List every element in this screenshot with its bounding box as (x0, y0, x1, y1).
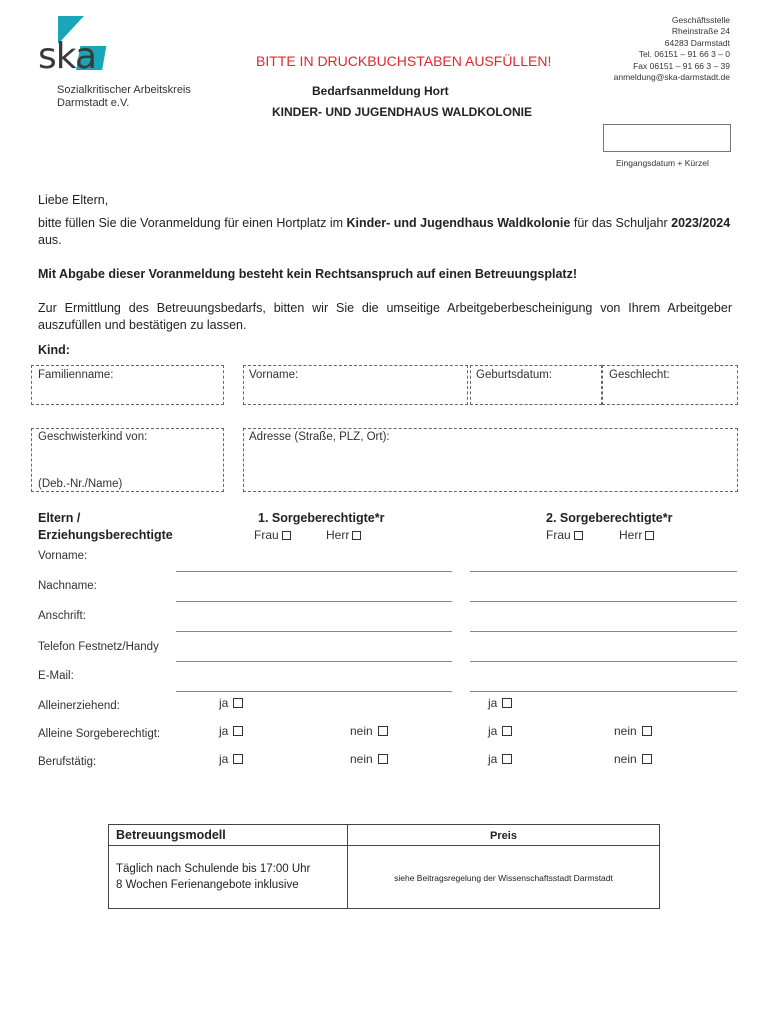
legal-warning: Mit Abgabe dieser Voranmeldung besteht kein Rechtsanspruch auf einen Betreuungsplatz! (38, 267, 577, 281)
guardians-title: Eltern / Erziehungsberechtigte (38, 511, 173, 542)
checkbox-icon[interactable] (233, 754, 243, 764)
g2-nachname-input[interactable] (470, 601, 737, 602)
print-notice: BITTE IN DRUCKBUCHSTABEN AUSFÜLLEN! (256, 53, 552, 69)
vorname-label: Vorname: (249, 369, 299, 381)
guardian-1-title: 1. Sorgeberechtigte*r (258, 511, 385, 525)
price-cell: siehe Beitragsregelung der Wissenschaftsstadt Darmstadt (348, 846, 660, 909)
g1-anschrift-input[interactable] (176, 631, 452, 632)
col-header-model: Betreuungsmodell (109, 825, 348, 846)
ska-logo-text: ska (38, 36, 97, 77)
receipt-label: Eingangsdatum + Kürzel (616, 158, 709, 168)
geschlecht-label: Geschlecht: (609, 369, 670, 381)
child-section-title: Kind: (38, 343, 70, 357)
g1-nachname-input[interactable] (176, 601, 452, 602)
g1-beruf-nein[interactable]: nein (350, 752, 388, 766)
checkbox-icon[interactable] (642, 726, 652, 736)
checkbox-icon[interactable] (378, 726, 388, 736)
pricing-table (108, 824, 660, 909)
receipt-box[interactable] (603, 124, 731, 152)
g2-sorge-nein[interactable]: nein (614, 724, 652, 738)
col-header-price: Preis (348, 825, 660, 846)
alleine-sorge-label: Alleine Sorgeberechtigt: (38, 728, 161, 740)
geschwister-hint: (Deb.-Nr./Name) (38, 478, 123, 490)
g2-beruf-nein[interactable]: nein (614, 752, 652, 766)
model-cell: Täglich nach Schulende bis 17:00 Uhr 8 Wochen Ferienangebote inklusive (109, 846, 348, 909)
g2-herr-option[interactable]: Herr (619, 528, 654, 542)
guardian-row-label: Anschrift: (38, 610, 86, 622)
geschwister-label: Geschwisterkind von: (38, 431, 148, 443)
checkbox-icon[interactable] (502, 754, 512, 764)
g2-vorname-input[interactable] (470, 571, 737, 572)
checkbox-icon[interactable] (502, 698, 512, 708)
geburtsdatum-label: Geburtsdatum: (476, 369, 553, 381)
g1-frau-option[interactable]: Frau (254, 528, 291, 542)
g2-beruf-ja[interactable]: ja (488, 752, 512, 766)
guardian-2-title: 2. Sorgeberechtigte*r (546, 511, 673, 525)
g2-frau-option[interactable]: Frau (546, 528, 583, 542)
office-address: Geschäftsstelle Rheinstraße 24 64283 Darmstadt Tel. 06151 – 91 66 3 – 0 Fax 06151 – 91 66 3 – 39 anmeldung@ska-darmstadt.de (613, 15, 730, 83)
alleinerziehend-label: Alleinerziehend: (38, 700, 120, 712)
g1-vorname-input[interactable] (176, 571, 452, 572)
checkbox-icon[interactable] (645, 531, 654, 540)
employer-note: Zur Ermittlung des Betreuungsbedarfs, bitten wir Sie die umseitige Arbeitgeberbescheinigung von Ihrem Arbeitgeber auszufüllen und bestätigen zu lassen. (38, 301, 732, 332)
form-subtitle: KINDER- UND JUGENDHAUS WALDKOLONIE (272, 105, 533, 119)
g2-telefon-input[interactable] (470, 661, 737, 662)
g2-alleinerziehend-ja[interactable]: ja (488, 696, 512, 710)
guardian-row-label: Vorname: (38, 550, 88, 562)
checkbox-icon[interactable] (352, 531, 361, 540)
table-row (109, 846, 660, 909)
adresse-label: Adresse (Straße, PLZ, Ort): (249, 431, 390, 443)
intro-line-end: aus. (38, 233, 62, 247)
g1-herr-option[interactable]: Herr (326, 528, 361, 542)
checkbox-icon[interactable] (502, 726, 512, 736)
greeting: Liebe Eltern, (38, 193, 109, 207)
checkbox-icon[interactable] (574, 531, 583, 540)
familienname-label: Familienname: (38, 369, 114, 381)
g1-telefon-input[interactable] (176, 661, 452, 662)
table-row (109, 825, 660, 846)
g2-email-input[interactable] (470, 691, 737, 692)
g1-beruf-ja[interactable]: ja (219, 752, 243, 766)
g2-anschrift-input[interactable] (470, 631, 737, 632)
guardian-row-label: E-Mail: (38, 670, 74, 682)
g1-sorge-ja[interactable]: ja (219, 724, 243, 738)
checkbox-icon[interactable] (642, 754, 652, 764)
org-name: Sozialkritischer Arbeitskreis Darmstadt e.V. (57, 84, 191, 109)
checkbox-icon[interactable] (233, 698, 243, 708)
form-title: Bedarfsanmeldung Hort (312, 84, 449, 98)
guardian-row-label: Telefon Festnetz/Handy (38, 641, 159, 653)
intro-line: bitte füllen Sie die Voranmeldung für einen Hortplatz im Kinder- und Jugendhaus Waldkolonie für das Schuljahr 2023/2024 (38, 216, 731, 230)
g1-email-input[interactable] (176, 691, 452, 692)
berufstaetig-label: Berufstätig: (38, 756, 97, 768)
g2-sorge-ja[interactable]: ja (488, 724, 512, 738)
checkbox-icon[interactable] (282, 531, 291, 540)
checkbox-icon[interactable] (378, 754, 388, 764)
g1-alleinerziehend-ja[interactable]: ja (219, 696, 243, 710)
checkbox-icon[interactable] (233, 726, 243, 736)
g1-sorge-nein[interactable]: nein (350, 724, 388, 738)
guardian-row-label: Nachname: (38, 580, 97, 592)
